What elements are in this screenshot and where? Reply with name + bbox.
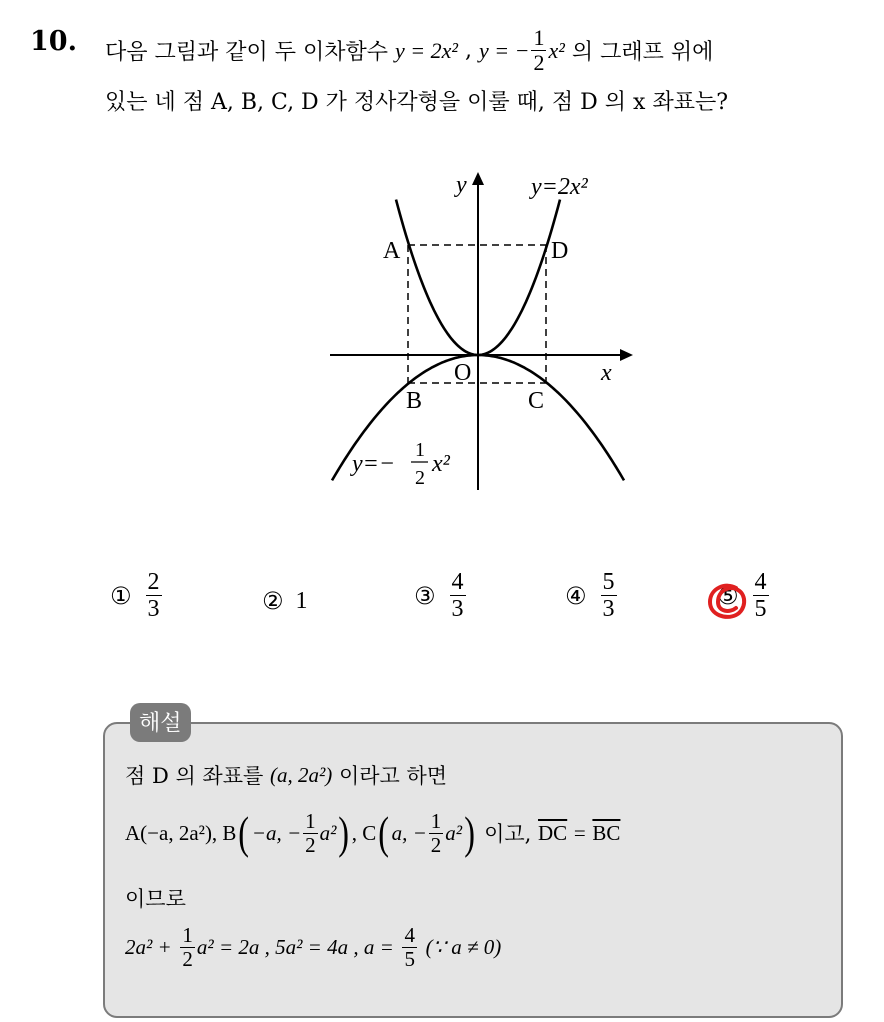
choice-number: ① xyxy=(110,581,132,610)
coordinate: (a, 2a²) xyxy=(269,762,333,787)
choice-number: ② xyxy=(262,587,284,615)
c-prefix: , C xyxy=(351,820,377,845)
function-2-prefix: y = − xyxy=(478,37,530,63)
function-2-label-denominator: 2 xyxy=(415,467,425,489)
choice-fraction xyxy=(146,570,162,621)
solution-line-1 xyxy=(125,760,447,790)
parabola-graph xyxy=(320,160,650,500)
y-axis-arrow-icon xyxy=(472,172,484,185)
equation-part: 2a² + xyxy=(125,935,172,959)
choice-number: ④ xyxy=(565,581,587,610)
choice-3[interactable] xyxy=(414,570,468,621)
fraction-denominator: 2 xyxy=(430,832,442,857)
fraction-denominator: 2 xyxy=(533,50,545,75)
solution-line-3: 이므로 xyxy=(125,887,186,911)
choice-denominator: 3 xyxy=(451,596,464,622)
point-d-label: D xyxy=(551,238,569,264)
condition: (∵ a ≠ 0) xyxy=(425,935,502,959)
function-2-suffix: x² xyxy=(548,37,565,63)
solution-text: 이라고 하면 xyxy=(338,764,448,788)
fraction-numerator: 1 xyxy=(182,923,193,947)
solution-line-2 xyxy=(125,807,621,858)
question-line-1 xyxy=(105,27,713,74)
half-fraction xyxy=(303,808,318,857)
choice-fraction xyxy=(601,570,617,621)
separator: , xyxy=(464,38,472,63)
choice-denominator: 3 xyxy=(147,596,160,622)
choice-number: ⑤ xyxy=(717,581,739,610)
function-2-label-numerator: 1 xyxy=(415,439,425,461)
x-axis-arrow-icon xyxy=(620,349,633,361)
choice-2[interactable] xyxy=(262,587,308,615)
choice-numerator: 4 xyxy=(451,569,464,595)
fraction-numerator: 4 xyxy=(404,923,415,947)
question-text-start: 다음 그림과 같이 두 이차함수 xyxy=(105,40,388,65)
paren-close: ) xyxy=(464,807,476,858)
choice-4[interactable] xyxy=(565,570,619,621)
x-axis-label: x xyxy=(601,360,612,386)
function-2-label-prefix: y=− xyxy=(352,451,396,477)
point-b-label: B xyxy=(406,388,423,414)
paren-open: ( xyxy=(378,807,390,858)
choice-fraction xyxy=(753,570,769,621)
choice-number: ③ xyxy=(414,581,436,610)
paren-close: ) xyxy=(338,807,350,858)
function-1-label: y=2x² xyxy=(531,174,588,200)
fraction-denominator: 5 xyxy=(404,947,415,971)
function-1: y = 2x² xyxy=(395,37,458,63)
solution-line-4 xyxy=(125,925,501,970)
choice-denominator: 3 xyxy=(602,596,615,622)
equation-part: a² = 2a , 5a² = 4a , a = xyxy=(196,935,394,959)
half-fraction xyxy=(180,925,195,970)
answer-fraction xyxy=(402,925,417,970)
solution-tag: 해설 xyxy=(130,703,191,742)
choice-numerator: 4 xyxy=(754,569,767,595)
fraction-numerator: 1 xyxy=(430,808,442,833)
fraction-denominator: 2 xyxy=(182,947,193,971)
paren-open: ( xyxy=(238,807,250,858)
segment-dc: $\overline{DC}$ xyxy=(538,820,568,845)
choice-1[interactable] xyxy=(110,570,164,621)
choice-numerator: 5 xyxy=(602,569,615,595)
solution-text: 이고, xyxy=(484,822,532,846)
point-a-label: A xyxy=(383,238,401,264)
function-2-label-suffix: x² xyxy=(432,451,450,477)
y-axis-label: y xyxy=(456,172,467,198)
b-tail: a² xyxy=(319,820,337,845)
point-a-b-coords: A(−a, 2a²), B xyxy=(125,820,237,845)
point-c-label: C xyxy=(528,388,545,414)
half-fraction xyxy=(531,27,546,74)
fraction-numerator: 1 xyxy=(533,25,545,50)
equals-sign: = xyxy=(573,820,586,845)
solution-text: 점 D 의 좌표를 xyxy=(125,764,264,788)
answer-circle-mark-icon xyxy=(706,582,750,622)
c-inner: a, − xyxy=(391,820,427,845)
half-fraction xyxy=(429,808,444,857)
fraction-numerator: 1 xyxy=(305,808,316,833)
b-inner: −a, − xyxy=(251,820,302,845)
question-line-2: 있는 네 점 A, B, C, D 가 정사각형을 이룰 때, 점 D 의 x 좌표는? xyxy=(105,90,728,115)
c-tail: a² xyxy=(445,820,463,845)
choice-numerator: 2 xyxy=(147,569,160,595)
choice-denominator: 5 xyxy=(754,596,767,622)
fraction-denominator: 2 xyxy=(305,832,316,857)
choice-value: 1 xyxy=(295,587,308,614)
question-number: 10. xyxy=(30,26,77,57)
question-text-end: 의 그래프 위에 xyxy=(571,40,714,65)
segment-bc: $\overline{BC}$ xyxy=(592,820,621,845)
choice-fraction xyxy=(450,570,466,621)
origin-label: O xyxy=(454,360,472,386)
